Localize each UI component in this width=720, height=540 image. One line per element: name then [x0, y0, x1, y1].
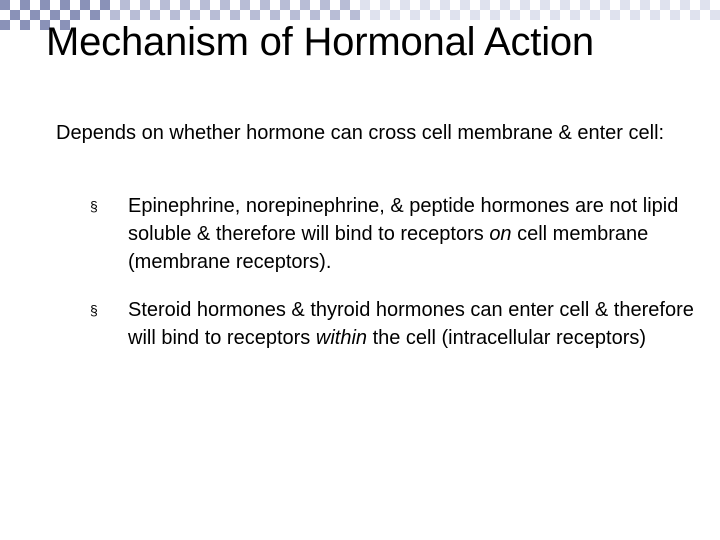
deco-square	[0, 20, 10, 30]
deco-square	[0, 0, 10, 10]
intro-text: Depends on whether hormone can cross cell membrane & enter cell:	[56, 122, 665, 144]
deco-square	[500, 0, 510, 10]
deco-square	[650, 10, 660, 20]
bullet-text: Epinephrine, norepinephrine, & peptide hormones are not lipid soluble & therefore will bind to receptors on cell membrane (membrane receptors).	[128, 195, 679, 273]
deco-square	[240, 0, 250, 10]
deco-square	[10, 10, 20, 20]
deco-square	[340, 0, 350, 10]
deco-square	[520, 0, 530, 10]
deco-square	[480, 0, 490, 10]
deco-square	[610, 10, 620, 20]
deco-square	[620, 0, 630, 10]
deco-square	[160, 0, 170, 10]
deco-square	[640, 0, 650, 10]
slide-title: Mechanism of Hormonal Action	[46, 20, 594, 64]
deco-square	[700, 0, 710, 10]
deco-square	[280, 0, 290, 10]
deco-square	[30, 10, 40, 20]
deco-square	[180, 0, 190, 10]
deco-square	[460, 0, 470, 10]
deco-square	[440, 0, 450, 10]
deco-square	[560, 0, 570, 10]
deco-square	[400, 0, 410, 10]
deco-square	[630, 10, 640, 20]
emphasis: within	[315, 327, 368, 349]
emphasis: on	[489, 223, 512, 245]
bullet-item	[56, 296, 696, 352]
deco-square	[580, 0, 590, 10]
deco-square	[380, 0, 390, 10]
bullet-marker-icon: §	[90, 302, 98, 318]
deco-square	[710, 10, 720, 20]
deco-square	[40, 0, 50, 10]
deco-square	[600, 0, 610, 10]
deco-square	[260, 0, 270, 10]
deco-square	[420, 0, 430, 10]
bullet-text: Steroid hormones & thyroid hormones can enter cell & therefore will bind to receptors within the cell (intracellular receptors)	[128, 299, 694, 349]
bullet-list	[56, 192, 696, 372]
deco-square	[690, 10, 700, 20]
deco-square	[220, 0, 230, 10]
deco-square	[680, 0, 690, 10]
deco-square	[80, 0, 90, 10]
deco-square	[60, 0, 70, 10]
bullet-item	[56, 192, 696, 276]
deco-square	[120, 0, 130, 10]
deco-square	[20, 0, 30, 10]
deco-square	[540, 0, 550, 10]
deco-square	[200, 0, 210, 10]
deco-square	[670, 10, 680, 20]
deco-square	[360, 0, 370, 10]
bullet-marker-icon: §	[90, 198, 98, 214]
deco-square	[20, 20, 30, 30]
deco-square	[100, 0, 110, 10]
deco-square	[320, 0, 330, 10]
deco-square	[300, 0, 310, 10]
deco-square	[660, 0, 670, 10]
deco-square	[140, 0, 150, 10]
